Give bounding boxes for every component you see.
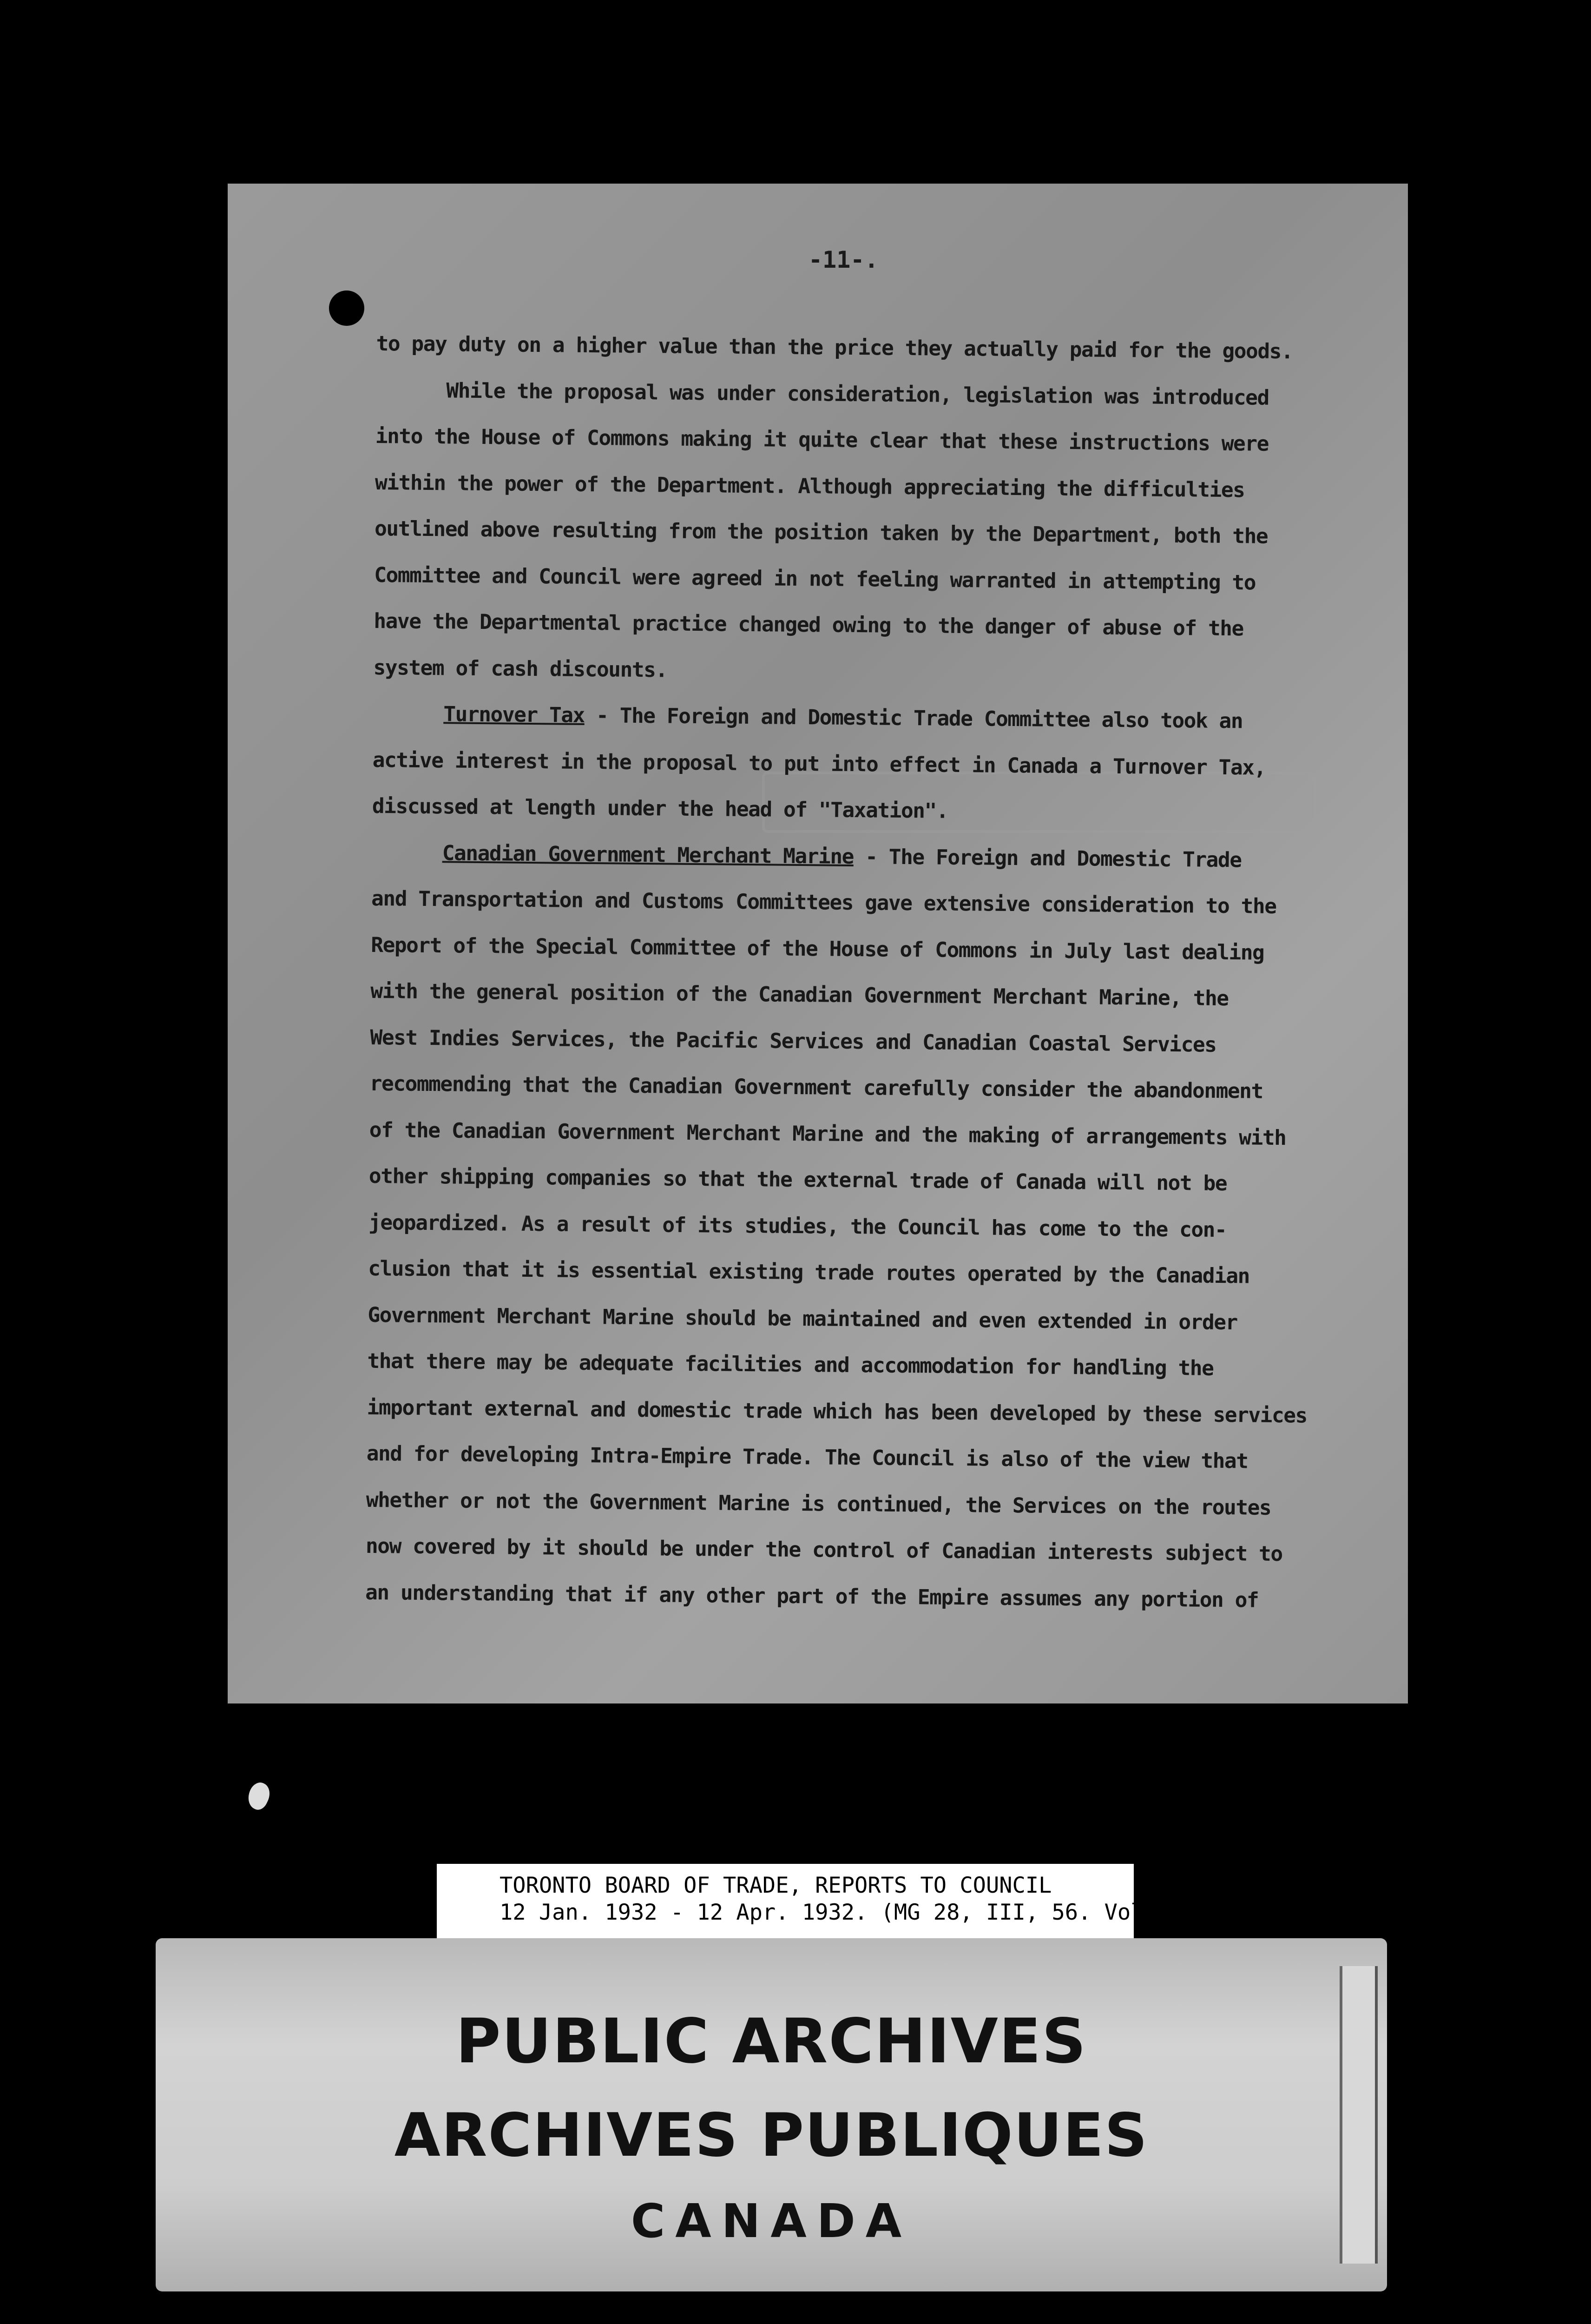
- text-line-last: [365, 1569, 1295, 1624]
- text-line: Committee and Council were agreed in not feeling warranted in attempting to: [374, 563, 1256, 595]
- emphasized-phrase: an understanding: [365, 1580, 554, 1606]
- text-line: and Transportation and Customs Committees gave extensive consideration to the: [371, 886, 1276, 918]
- label-line-1: TORONTO BOARD OF TRADE, REPORTS TO COUNCIL: [500, 1873, 1052, 1898]
- text-line: outlined above resulting from the position taken by the Department, both the: [374, 516, 1268, 548]
- text-line: now covered by it should be under the control of Canadian interests subject to: [365, 1534, 1282, 1566]
- archive-label: [437, 1864, 1210, 1948]
- merchant-marine-text: - The Foreign and Domestic Trade: [853, 845, 1242, 872]
- banner-line-1: PUBLIC ARCHIVES: [455, 2006, 1087, 2077]
- text-line: Report of the Special Committee of the House of Commons in July last dealing: [371, 933, 1264, 965]
- text-line: system of cash discounts.: [373, 655, 667, 682]
- text-line: to pay duty on a higher value than the price they actually paid for the goods.: [376, 331, 1293, 364]
- archives-banner: [156, 1938, 1387, 2291]
- text-line: important external and domestic trade which has been developed by these services: [367, 1395, 1308, 1428]
- text-line: While the proposal was under consideration, legislation was introduced: [375, 378, 1269, 410]
- text-line: within the power of the Department. Although appreciating the difficulties: [375, 470, 1245, 502]
- text-line: recommending that the Canadian Government carefully consider the abandonment: [369, 1071, 1263, 1103]
- punch-hole: [329, 290, 364, 326]
- merchant-marine-heading: Canadian Government Merchant Marine: [442, 841, 854, 869]
- speck: [244, 1779, 274, 1812]
- text-line: discussed at length under the head of "Taxation".: [372, 794, 948, 823]
- document-body: [365, 321, 1306, 1624]
- text-line: with the general position of the Canadian Government Merchant Marine, the: [370, 979, 1229, 1011]
- text-line: West Indies Services, the Pacific Services and Canadian Coastal Services: [370, 1025, 1216, 1057]
- banner-line-3: CANADA: [631, 2194, 912, 2248]
- turnover-tax-text: - The Foreign and Domestic Trade Committee also took an: [584, 703, 1243, 733]
- text-line: active interest in the proposal to put into effect in Canada a Turnover Tax,: [372, 748, 1266, 780]
- text-line: into the House of Commons making it quite clear that these instructions were: [375, 424, 1269, 456]
- text-line: and for developing Intra-Empire Trade. The Council is also of the view that: [366, 1441, 1248, 1473]
- text-line: that there may be adequate facilities and accommodation for handling the: [367, 1349, 1214, 1380]
- banner-line-2: ARCHIVES PUBLIQUES: [394, 2101, 1149, 2170]
- text-line: whether or not the Government Marine is continued, the Services on the routes: [366, 1488, 1271, 1520]
- text-line-rest: that if any other part of the Empire assumes any portion of: [553, 1582, 1259, 1612]
- text-line: of the Canadian Government Merchant Marine and the making of arrangements with: [369, 1118, 1286, 1150]
- text-line: jeopardized. As a result of its studies, the Council has come to the con-: [368, 1210, 1227, 1242]
- turnover-tax-heading: Turnover Tax: [443, 702, 585, 727]
- label-line-2: 12 Jan. 1932 - 12 Apr. 1932. (MG 28, III, 56. Vol. 57): [500, 1900, 1210, 1925]
- turnover-tax-paragraph-start: [373, 691, 1302, 745]
- text-line: Government Merchant Marine should be maintained and even extended in order: [368, 1303, 1238, 1334]
- text-line: clusion that it is essential existing trade routes operated by the Canadian: [368, 1256, 1250, 1288]
- merchant-marine-paragraph-start: [372, 829, 1302, 884]
- text-line: other shipping companies so that the external trade of Canada will not be: [368, 1164, 1227, 1196]
- page-number: -11-.: [809, 246, 879, 273]
- text-line: have the Departmental practice changed owing to the danger of abuse of the: [374, 609, 1244, 641]
